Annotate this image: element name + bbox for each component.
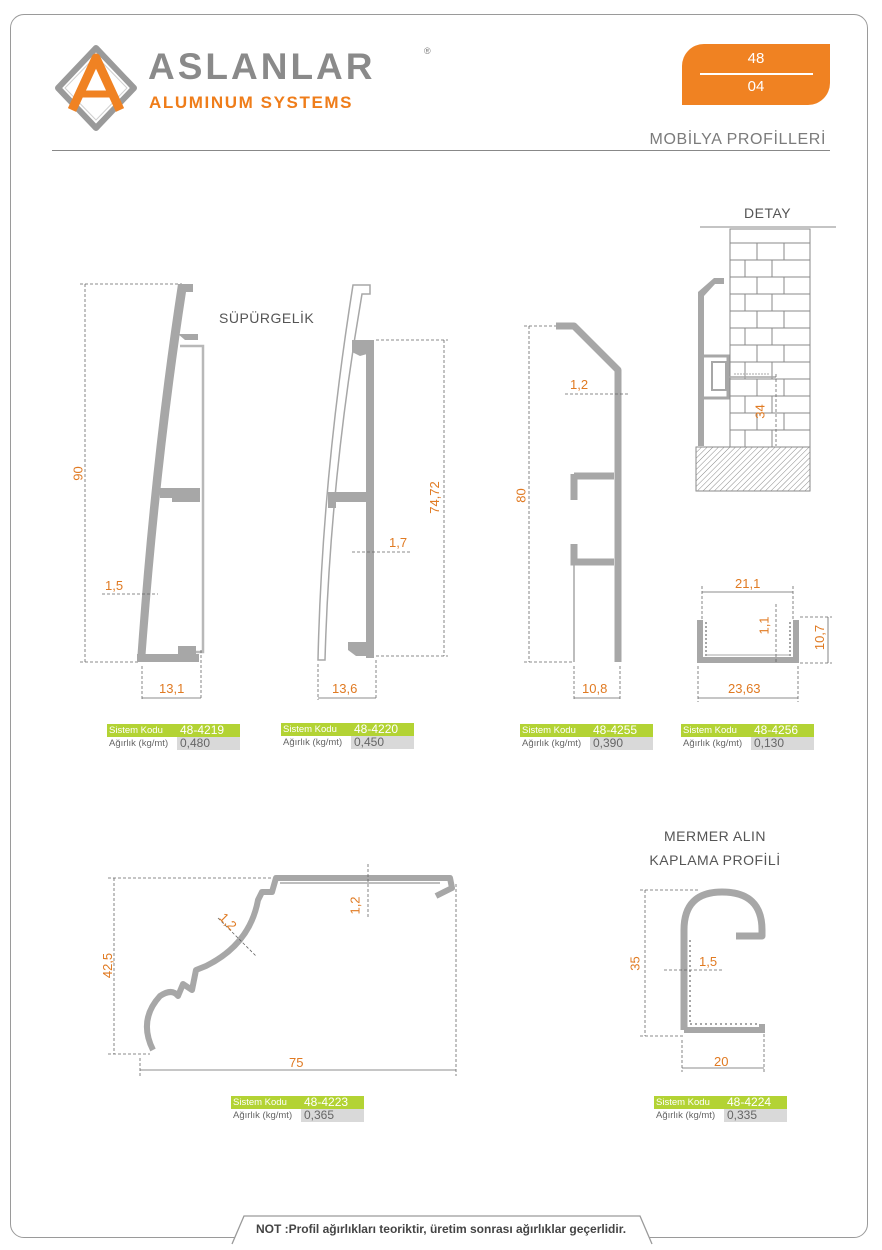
dim-4255-height: 80 <box>513 488 529 503</box>
code-value: 48-4255 <box>593 723 638 737</box>
info-table-4223 <box>231 1096 364 1122</box>
badge-bottom-number: 04 <box>747 78 765 95</box>
dim-4256-thickness: 1,1 <box>756 616 772 635</box>
dim-4219-thickness: 1,5 <box>105 578 124 593</box>
dim-4224-thickness: 1,5 <box>699 954 718 969</box>
dim-4256-height: 10,7 <box>812 624 828 651</box>
detay-drawing <box>696 227 836 491</box>
code-value: 48-4224 <box>727 1095 772 1109</box>
weight-value: 0,365 <box>301 1109 364 1122</box>
profile-4224-drawing <box>640 890 764 1072</box>
category-title: MOBİLYA PROFİLLERİ <box>649 131 826 148</box>
detay-label: DETAY <box>744 205 792 221</box>
weight-value: 0,390 <box>590 737 653 750</box>
code-label: Sistem Kodu <box>109 725 163 736</box>
weight-value: 0,335 <box>724 1109 787 1122</box>
weight-value: 0,480 <box>177 737 240 750</box>
profile-4223-drawing <box>108 864 456 1076</box>
footer-note: NOT :Profil ağırlıkları teoriktir, üretim sonrası ağırlıklar geçerlidir. <box>255 1222 627 1236</box>
dim-4219-height: 90 <box>70 466 86 481</box>
dim-4220-width: 13,6 <box>332 681 358 696</box>
weight-label: Ağırlık (kg/mt) <box>283 737 343 748</box>
brand-name: ASLANLAR <box>148 46 376 87</box>
badge-top-number: 48 <box>747 50 765 67</box>
weight-label: Ağırlık (kg/mt) <box>109 738 169 749</box>
info-table-4255 <box>520 724 653 750</box>
header-rule <box>52 150 830 151</box>
weight-label: Ağırlık (kg/mt) <box>656 1110 716 1121</box>
badge-divider <box>700 73 813 75</box>
dim-4220-thickness: 1,7 <box>389 535 408 550</box>
code-label: Sistem Kodu <box>283 724 337 735</box>
dim-4255-thickness: 1,2 <box>570 377 589 392</box>
dim-4255-width: 10,8 <box>582 681 608 696</box>
dim-4256-bottom: 23,63 <box>728 681 761 696</box>
info-table-4219 <box>107 724 240 750</box>
dim-4223-thickness-top: 1,2 <box>347 896 363 915</box>
code-value: 48-4256 <box>754 723 799 737</box>
weight-value: 0,130 <box>751 737 814 750</box>
code-value: 48-4220 <box>354 722 399 736</box>
weight-label: Ağırlık (kg/mt) <box>522 738 582 749</box>
code-label: Sistem Kodu <box>656 1097 710 1108</box>
dim-4223-height: 42,5 <box>100 952 116 979</box>
code-label: Sistem Kodu <box>683 725 737 736</box>
dim-4219-width: 13,1 <box>159 681 185 696</box>
dim-4224-height: 35 <box>627 956 643 971</box>
weight-label: Ağırlık (kg/mt) <box>233 1110 293 1121</box>
weight-label: Ağırlık (kg/mt) <box>683 738 743 749</box>
code-value: 48-4223 <box>304 1095 349 1109</box>
code-label: Sistem Kodu <box>522 725 576 736</box>
weight-value: 0,450 <box>351 736 414 749</box>
code-label: Sistem Kodu <box>233 1097 287 1108</box>
dim-4256-top: 21,1 <box>735 576 761 591</box>
registered-mark: ® <box>424 46 431 56</box>
dim-detay-height: 34 <box>752 404 768 419</box>
profile-4219-drawing <box>80 284 203 700</box>
info-table-4224 <box>654 1096 787 1122</box>
dim-4223-width: 75 <box>289 1055 304 1070</box>
dim-4220-height: 74,72 <box>426 481 442 514</box>
aslanlar-logo <box>58 48 134 128</box>
info-table-4220 <box>281 723 414 749</box>
dim-4224-width: 20 <box>714 1054 729 1069</box>
supurgelik-label: SÜPÜRGELİK <box>219 310 315 326</box>
dim-4223-thickness-curve: 1,2 <box>216 909 240 934</box>
mermer-label-line1: MERMER ALIN <box>664 828 766 844</box>
brand-subtitle: ALUMINUM SYSTEMS <box>149 93 354 112</box>
code-value: 48-4219 <box>180 723 225 737</box>
mermer-label-line2: KAPLAMA PROFİLİ <box>649 852 781 868</box>
info-table-4256 <box>681 724 814 750</box>
